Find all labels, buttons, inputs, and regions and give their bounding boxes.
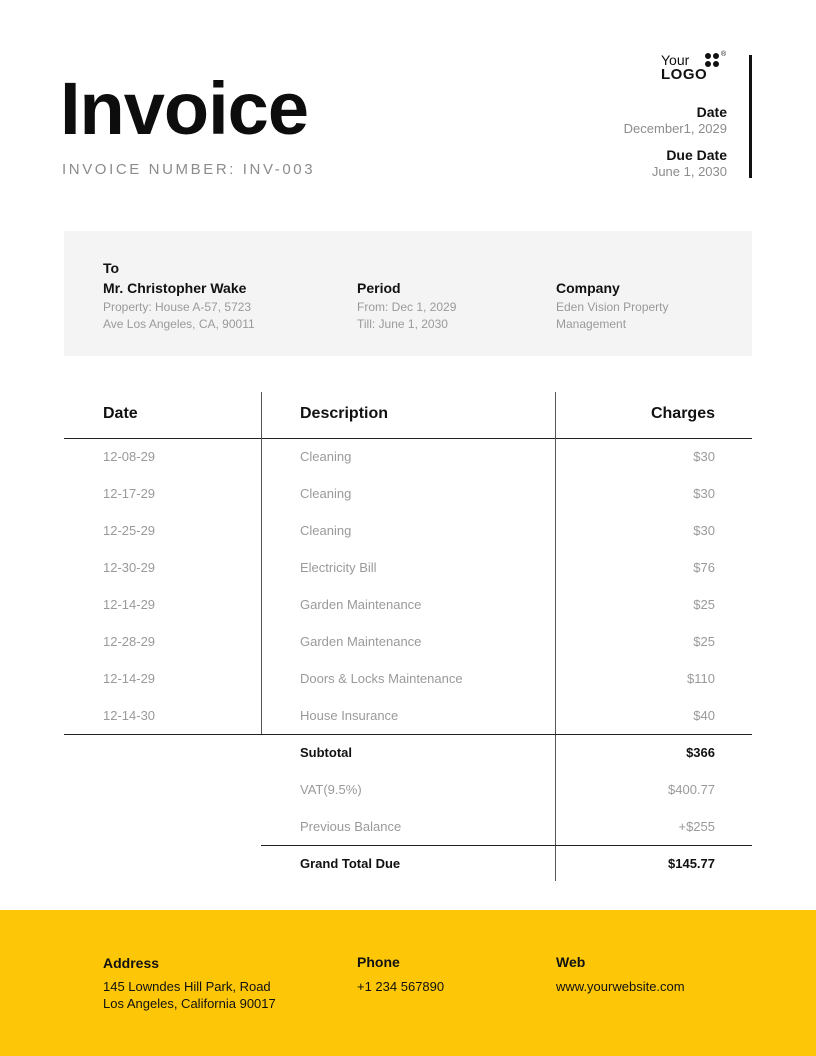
company-logo [661, 52, 731, 86]
logo-mark-icon [705, 53, 719, 67]
row-description: Cleaning [300, 486, 352, 501]
phone-label: Phone [357, 954, 400, 970]
row-description: Electricity Bill [300, 560, 377, 575]
web-label: Web [556, 954, 586, 970]
row-description: Garden Maintenance [300, 597, 422, 612]
items-rule [64, 734, 752, 735]
row-date: 12-17-29 [103, 486, 156, 501]
vat-label: VAT(9.5%) [300, 782, 362, 797]
date-value: December1, 2029 [623, 121, 727, 136]
header-rule [64, 438, 752, 439]
date-label: Date [696, 104, 727, 120]
row-charge: $110 [687, 671, 715, 686]
logo-text-logo: LOGO [661, 66, 708, 83]
column-header-charges: Charges [650, 405, 715, 422]
grand-total-rule [261, 845, 752, 846]
row-charge: $30 [693, 523, 715, 538]
row-date: 12-14-29 [103, 597, 156, 612]
due-date-label: Due Date [666, 147, 727, 163]
company-label: Company [556, 280, 620, 296]
address-label: Address [103, 955, 160, 971]
client-address-line-1: Property: House A-57, 5723 [103, 300, 252, 314]
web-link[interactable]: www.yourwebsite.com [556, 979, 685, 994]
client-address-line-2: Ave Los Angeles, CA, 90011 [103, 317, 255, 331]
row-charge: $30 [693, 486, 715, 501]
row-description: Garden Maintenance [300, 634, 422, 649]
previous-balance-label: Previous Balance [300, 819, 402, 834]
logo-text-your: Your [661, 52, 690, 68]
period-from: From: Dec 1, 2029 [357, 300, 457, 314]
header-divider [749, 55, 752, 178]
row-date: 12-28-29 [103, 634, 156, 649]
grand-total-label: Grand Total Due [300, 856, 401, 871]
row-charge: $25 [693, 597, 715, 612]
row-description: Doors & Locks Maintenance [300, 671, 463, 686]
client-name: Mr. Christopher Wake [103, 280, 247, 296]
row-date: 12-30-29 [103, 560, 156, 575]
to-label: To [103, 260, 120, 276]
row-charge: $40 [693, 708, 715, 723]
column-header-description: Description [300, 405, 389, 422]
column-header-date: Date [103, 405, 138, 422]
row-date: 12-14-30 [103, 708, 156, 723]
subtotal-label: Subtotal [300, 745, 352, 760]
row-charge: $76 [693, 560, 715, 575]
phone-value: +1 234 567890 [357, 979, 445, 994]
row-charge: $30 [693, 449, 715, 464]
company-name-line-2: Management [556, 317, 627, 331]
vat-value: $400.77 [668, 782, 715, 797]
row-description: House Insurance [300, 708, 399, 723]
column-divider-1 [261, 392, 262, 734]
column-divider-2 [555, 392, 556, 881]
row-date: 12-25-29 [103, 523, 156, 538]
due-date-value: June 1, 2030 [651, 164, 727, 179]
period-till: Till: June 1, 2030 [357, 317, 448, 331]
address-line-1: 145 Lowndes Hill Park, Road [103, 979, 271, 994]
company-name-line-1: Eden Vision Property [556, 300, 669, 314]
period-label: Period [357, 280, 401, 296]
row-date: 12-14-29 [103, 671, 156, 686]
address-line-2: Los Angeles, California 90017 [103, 996, 276, 1011]
row-date: 12-08-29 [103, 449, 156, 464]
invoice-title: Invoice [60, 67, 308, 150]
row-charge: $25 [693, 634, 715, 649]
subtotal-value: $366 [686, 745, 715, 760]
logo-registered-mark: ® [721, 51, 727, 58]
grand-total-value: $145.77 [668, 856, 715, 871]
previous-balance-value: +$255 [678, 819, 715, 834]
row-description: Cleaning [300, 449, 352, 464]
invoice-number: INVOICE NUMBER: INV-003 [62, 161, 316, 178]
row-description: Cleaning [300, 523, 352, 538]
